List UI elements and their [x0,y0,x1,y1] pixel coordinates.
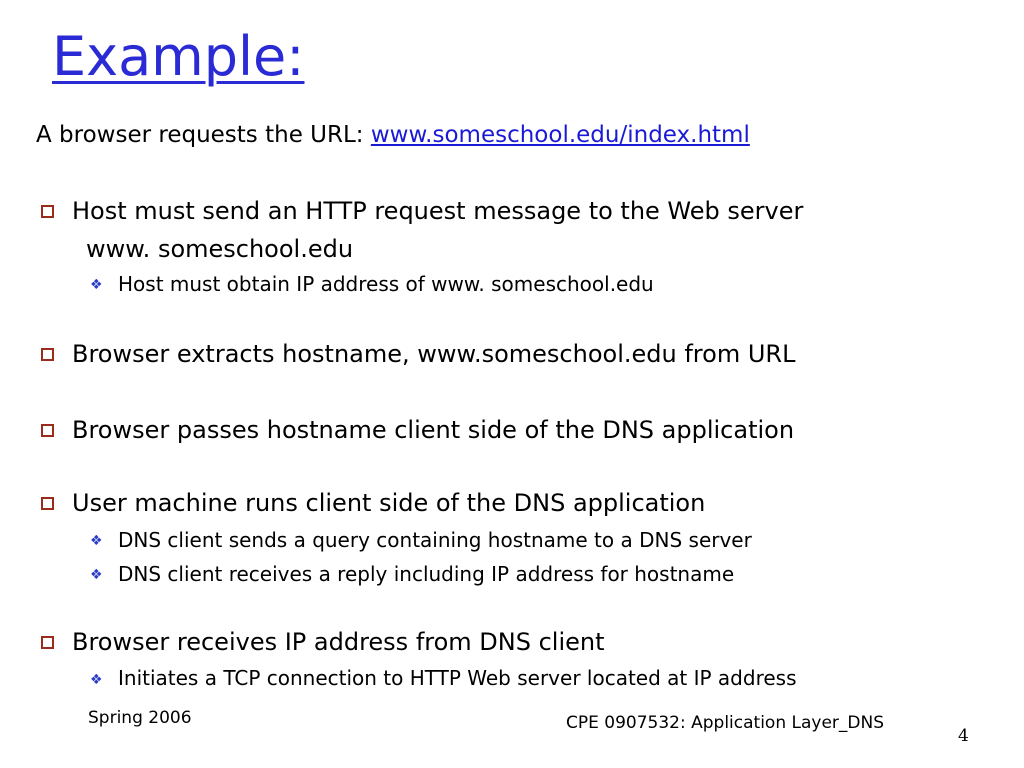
bullet-1-continuation: www. someschool.edu [86,235,354,263]
diamond-bullet-icon: ❖ [90,672,103,688]
bullet-1-sub-1: Host must obtain IP address of www. someschool.edu [118,272,654,296]
page-number: 4 [958,726,969,746]
slide-title: Example: [52,25,305,88]
bullet-5-text: Browser receives IP address from DNS client [72,628,605,656]
bullet-4-sub-2: DNS client receives a reply including IP address for hostname [118,562,735,586]
square-bullet-icon [41,205,54,218]
intro-text: A browser requests the URL: [36,122,371,148]
url-link[interactable]: www.someschool.edu/index.html [370,122,750,148]
square-bullet-icon [41,497,54,510]
bullet-1-text: Host must send an HTTP request message to the Web server [72,197,804,225]
diamond-bullet-icon: ❖ [90,277,103,293]
diamond-bullet-icon: ❖ [90,567,103,583]
bullet-4-sub-1: DNS client sends a query containing hostname to a DNS server [118,528,752,552]
footer-course: CPE 0907532: Application Layer_DNS [566,713,884,733]
bullet-4-text: User machine runs client side of the DNS application [72,489,706,517]
bullet-2-text: Browser extracts hostname, www.someschool.edu from URL [72,340,796,368]
bullet-5-sub-1: Initiates a TCP connection to HTTP Web server located at IP address [118,666,797,690]
footer-date: Spring 2006 [88,708,192,728]
square-bullet-icon [41,636,54,649]
square-bullet-icon [41,348,54,361]
intro-line [36,122,750,148]
square-bullet-icon [41,424,54,437]
bullet-3-text: Browser passes hostname client side of the DNS application [72,416,795,444]
diamond-bullet-icon: ❖ [90,533,103,549]
